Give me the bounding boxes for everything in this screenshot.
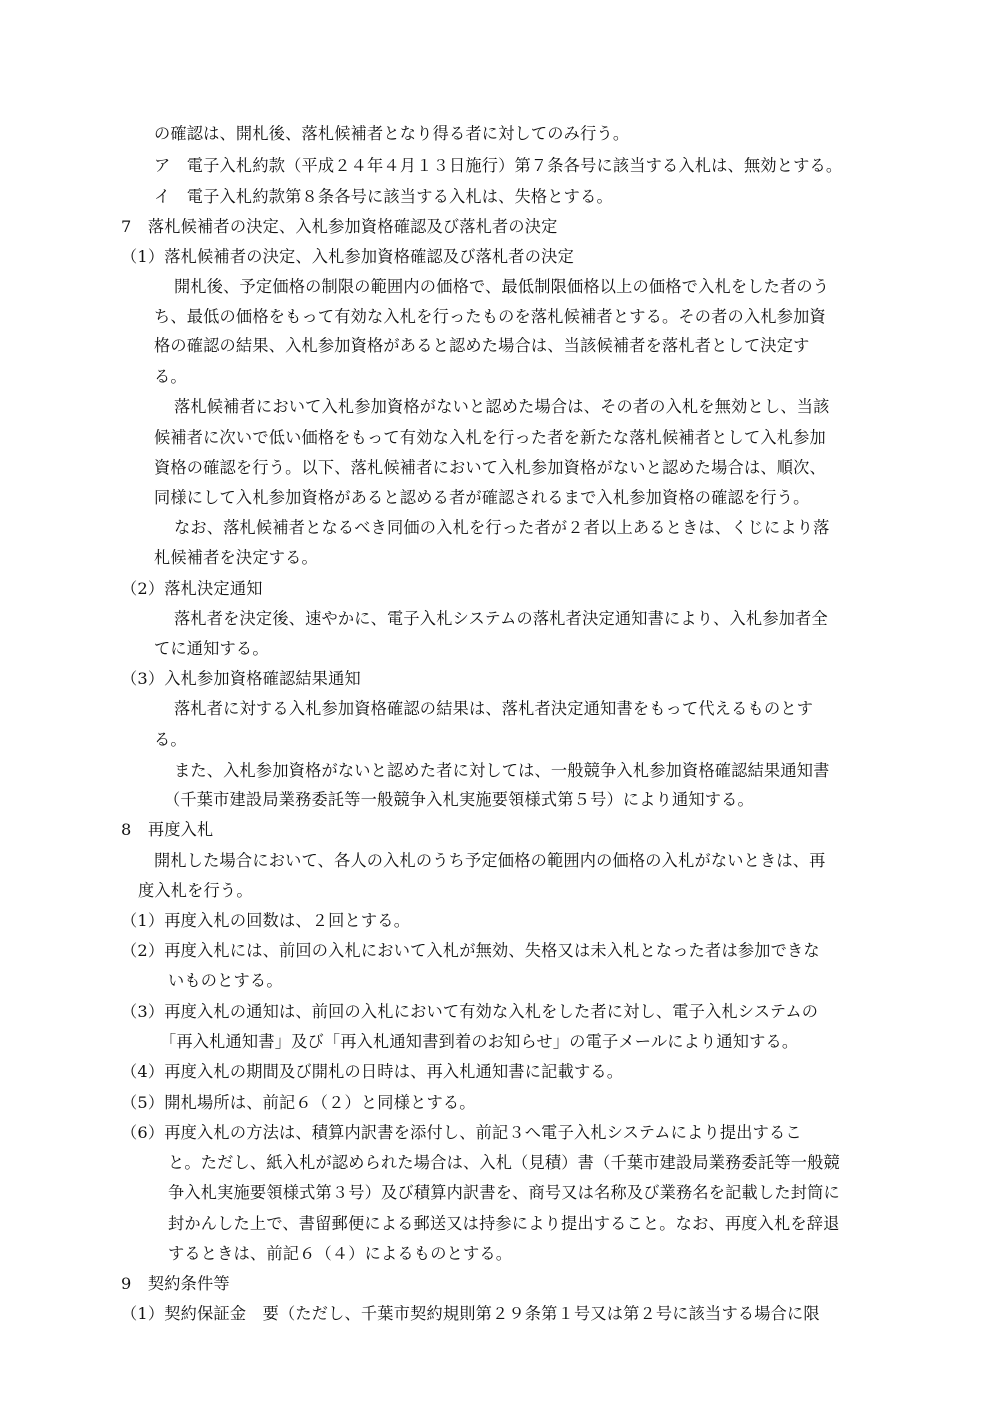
text-line: 開札した場合において、各人の入札のうち予定価格の範囲内の価格の入札がないときは、再 xyxy=(154,851,826,870)
text-line: 「再入札通知書」及び「再入札通知書到着のお知らせ」の電子メールにより通知する。 xyxy=(160,1032,799,1051)
text-line: 落札候補者において入札参加資格がないと認めた場合は、その者の入札を無効とし、当該 xyxy=(174,397,830,416)
text-line: 争入札実施要領様式第３号）及び積算内訳書を、商号又は名称及び業務名を記載した封筒に xyxy=(168,1183,840,1202)
text-line: いものとする。 xyxy=(168,971,283,990)
text-line: するときは、前記６（４）によるものとする。 xyxy=(168,1244,513,1263)
subheading: （3）入札参加資格確認結果通知 xyxy=(121,669,361,688)
text-line: てに通知する。 xyxy=(154,639,269,658)
text-line: 格の確認の結果、入札参加資格があると認めた場合は、当該候補者を落札者として決定す xyxy=(154,336,810,355)
text-line: 同様にして入札参加資格があると認める者が確認されるまで入札参加資格の確認を行う。 xyxy=(154,488,810,507)
list-item: （3）再度入札の通知は、前回の入札において有効な入札をした者に対し、電子入札システムの xyxy=(121,1002,819,1021)
text-line: ア 電子入札約款（平成２４年４月１３日施行）第７条各号に該当する入札は、無効とする。 xyxy=(154,156,843,175)
list-item: （5）開札場所は、前記６（２）と同様とする。 xyxy=(121,1093,476,1112)
subheading: （2）落札決定通知 xyxy=(121,579,263,598)
text-line: る。 xyxy=(154,730,187,749)
list-item: （4）再度入札の期間及び開札の日時は、再入札通知書に記載する。 xyxy=(121,1062,624,1081)
text-line: 度入札を行う。 xyxy=(138,881,253,900)
text-line: 封かんした上で、書留郵便による郵送又は持参により提出すること。なお、再度入札を辞退 xyxy=(168,1214,840,1233)
text-line: の確認は、開札後、落札候補者となり得る者に対してのみ行う。 xyxy=(154,124,630,143)
text-line: なお、落札候補者となるべき同価の入札を行った者が２者以上あるときは、くじにより落 xyxy=(174,518,830,537)
text-line: 落札者に対する入札参加資格確認の結果は、落札者決定通知書をもって代えるものとす xyxy=(174,699,814,718)
text-line: 落札者を決定後、速やかに、電子入札システムの落札者決定通知書により、入札参加者全 xyxy=(174,609,828,628)
section-heading-7: 7 落札候補者の決定、入札参加資格確認及び落札者の決定 xyxy=(121,217,558,236)
text-line: また、入札参加資格がないと認めた者に対しては、一般競争入札参加資格確認結果通知書 xyxy=(174,761,830,780)
section-heading-8: 8 再度入札 xyxy=(121,820,214,839)
text-line: る。 xyxy=(154,367,187,386)
text-line: と。ただし、紙入札が認められた場合は、入札（見積）書（千葉市建設局業務委託等一般競 xyxy=(168,1153,840,1172)
section-heading-9: 9 契約条件等 xyxy=(121,1274,230,1293)
text-line: イ 電子入札約款第８条各号に該当する入札は、失格とする。 xyxy=(154,187,613,206)
list-item: （2）再度入札には、前回の入札において入札が無効、失格又は未入札となった者は参加できな xyxy=(121,941,820,960)
text-line: 開札後、予定価格の制限の範囲内の価格で、最低制限価格以上の価格で入札をした者のう xyxy=(174,277,830,296)
list-item: （6）再度入札の方法は、積算内訳書を添付し、前記３へ電子入札システムにより提出するこ xyxy=(121,1123,802,1142)
list-item: （1）契約保証金 要（ただし、千葉市契約規則第２９条第１号又は第２号に該当する場合に限 xyxy=(121,1304,820,1323)
list-item: （1）再度入札の回数は、２回とする。 xyxy=(121,911,411,930)
subheading: （1）落札候補者の決定、入札参加資格確認及び落札者の決定 xyxy=(121,247,574,266)
text-line: 札候補者を決定する。 xyxy=(154,548,318,567)
text-line: ち、最低の価格をもって有効な入札を行ったものを落札候補者とする。その者の入札参加資 xyxy=(154,307,826,326)
text-line: 資格の確認を行う。以下、落札候補者において入札参加資格がないと認めた場合は、順次、 xyxy=(154,458,826,477)
text-line: 候補者に次いで低い価格をもって有効な入札を行った者を新たな落札候補者として入札参加 xyxy=(154,428,826,447)
text-line: （千葉市建設局業務委託等一般競争入札実施要領様式第５号）により通知する。 xyxy=(164,790,754,809)
